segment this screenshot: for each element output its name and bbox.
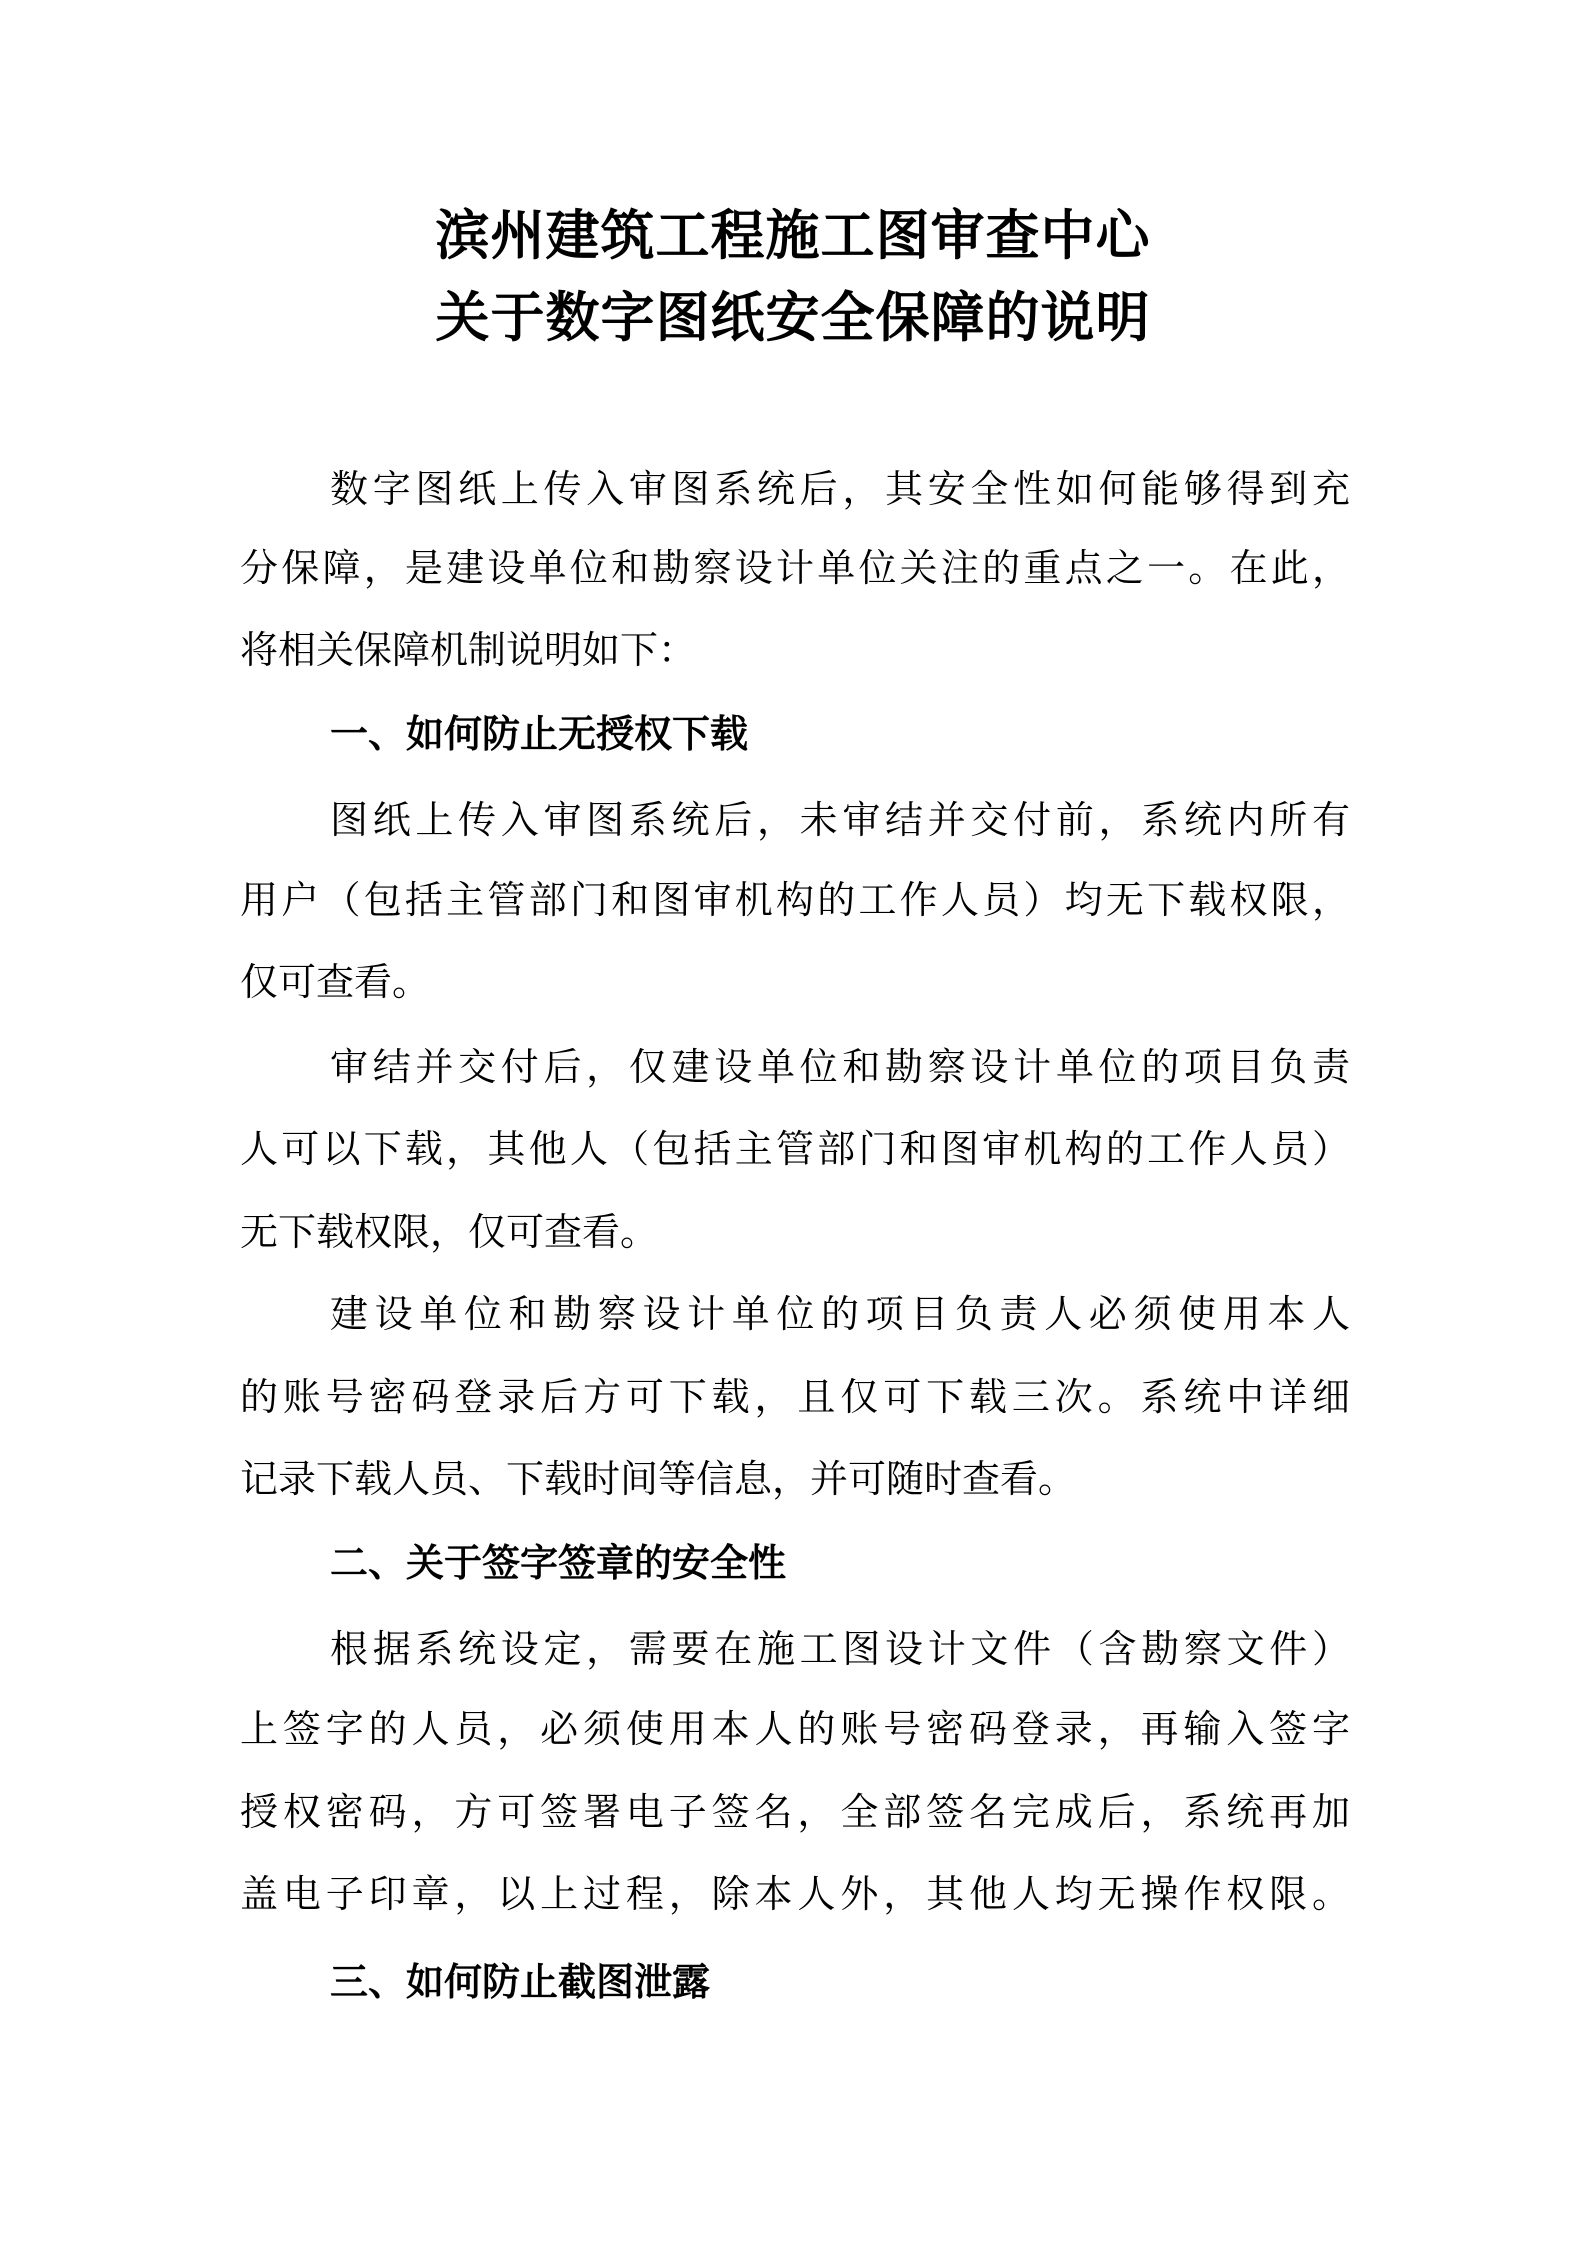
section-1-p3-line-2: 的账号密码登录后方可下载，且仅可下载三次。系统中详细: [240, 1375, 1350, 1419]
intro-line-2: 分保障，是建设单位和勘察设计单位关注的重点之一。在此，: [240, 546, 1350, 590]
section-1-p2-line-3: 无下载权限，仅可查看。: [240, 1210, 659, 1254]
intro-line-3: 将相关保障机制说明如下：: [240, 628, 697, 672]
document-title-line-1: 滨州建筑工程施工图审查中心: [435, 204, 1151, 267]
section-1-heading: 一、如何防止无授权下载: [330, 712, 749, 756]
section-2-p1-line-1: 根据系统设定，需要在施工图设计文件（含勘察文件）: [330, 1627, 1350, 1671]
section-1-p1-line-2: 用户（包括主管部门和图审机构的工作人员）均无下载权限，: [240, 878, 1350, 922]
section-1-p2-line-2: 人可以下载，其他人（包括主管部门和图审机构的工作人员）: [240, 1127, 1350, 1171]
section-1-p1-line-1: 图纸上传入审图系统后，未审结并交付前，系统内所有: [330, 798, 1350, 842]
section-2-heading: 二、关于签字签章的安全性: [330, 1541, 787, 1585]
section-1-p3-line-3: 记录下载人员、下载时间等信息，并可随时查看。: [240, 1457, 1077, 1501]
intro-line-1: 数字图纸上传入审图系统后，其安全性如何能够得到充: [330, 467, 1350, 511]
section-2-p1-line-2: 上签字的人员，必须使用本人的账号密码登录，再输入签字: [240, 1707, 1350, 1751]
section-2-p1-line-3: 授权密码，方可签署电子签名，全部签名完成后，系统再加: [240, 1790, 1350, 1834]
document-title-line-2: 关于数字图纸安全保障的说明: [435, 286, 1151, 349]
section-3-heading: 三、如何防止截图泄露: [330, 1960, 711, 2004]
section-1-p2-line-1: 审结并交付后，仅建设单位和勘察设计单位的项目负责: [330, 1045, 1350, 1089]
section-2-p1-line-4: 盖电子印章，以上过程，除本人外，其他人均无操作权限。: [240, 1872, 1350, 1916]
section-1-p1-line-3: 仅可查看。: [240, 960, 431, 1004]
section-1-p3-line-1: 建设单位和勘察设计单位的项目负责人必须使用本人: [330, 1292, 1350, 1336]
